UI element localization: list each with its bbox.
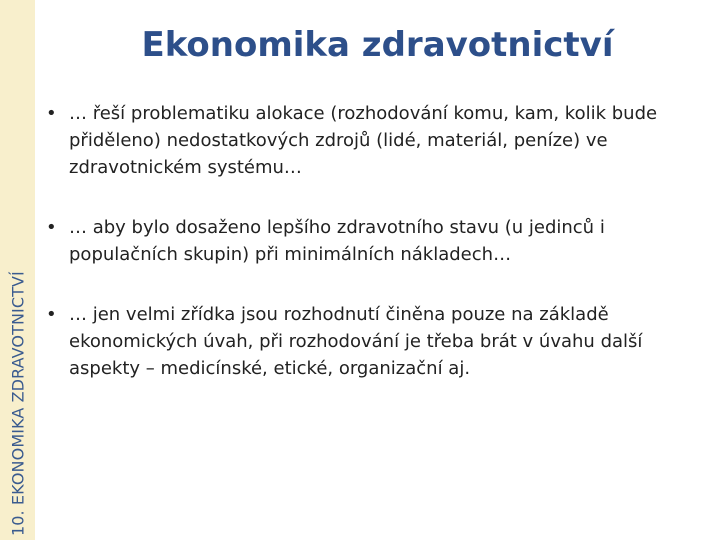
bullet-dot-icon: • xyxy=(46,304,57,325)
sidebar-band xyxy=(0,0,35,540)
bullet-text: … aby bylo dosaženo lepšího zdravotního stavu (u jedinců i populačních skupin) při minimálních nákladech… xyxy=(69,217,605,265)
bullet-item xyxy=(46,100,696,181)
bullet-dot-icon: • xyxy=(46,217,57,238)
bullet-item xyxy=(46,301,696,382)
bullet-text: … jen velmi zřídka jsou rozhodnutí činěna pouze na základě ekonomických úvah, při rozhodování je třeba brát v úvahu další aspekty – medicínské, etické, organizační aj. xyxy=(69,304,643,379)
bullet-dot-icon: • xyxy=(46,103,57,124)
bullet-item xyxy=(46,214,696,268)
sidebar-section-label: 10. EKONOMIKA ZDRAVOTNICTVÍ xyxy=(8,271,28,536)
bullet-text: … řeší problematiku alokace (rozhodování komu, kam, kolik bude přiděleno) nedostatkových zdrojů (lidé, materiál, peníze) ve zdravotnickém systému… xyxy=(69,103,658,178)
slide-title: Ekonomika zdravotnictví xyxy=(141,25,614,65)
bullet-list xyxy=(46,100,696,415)
